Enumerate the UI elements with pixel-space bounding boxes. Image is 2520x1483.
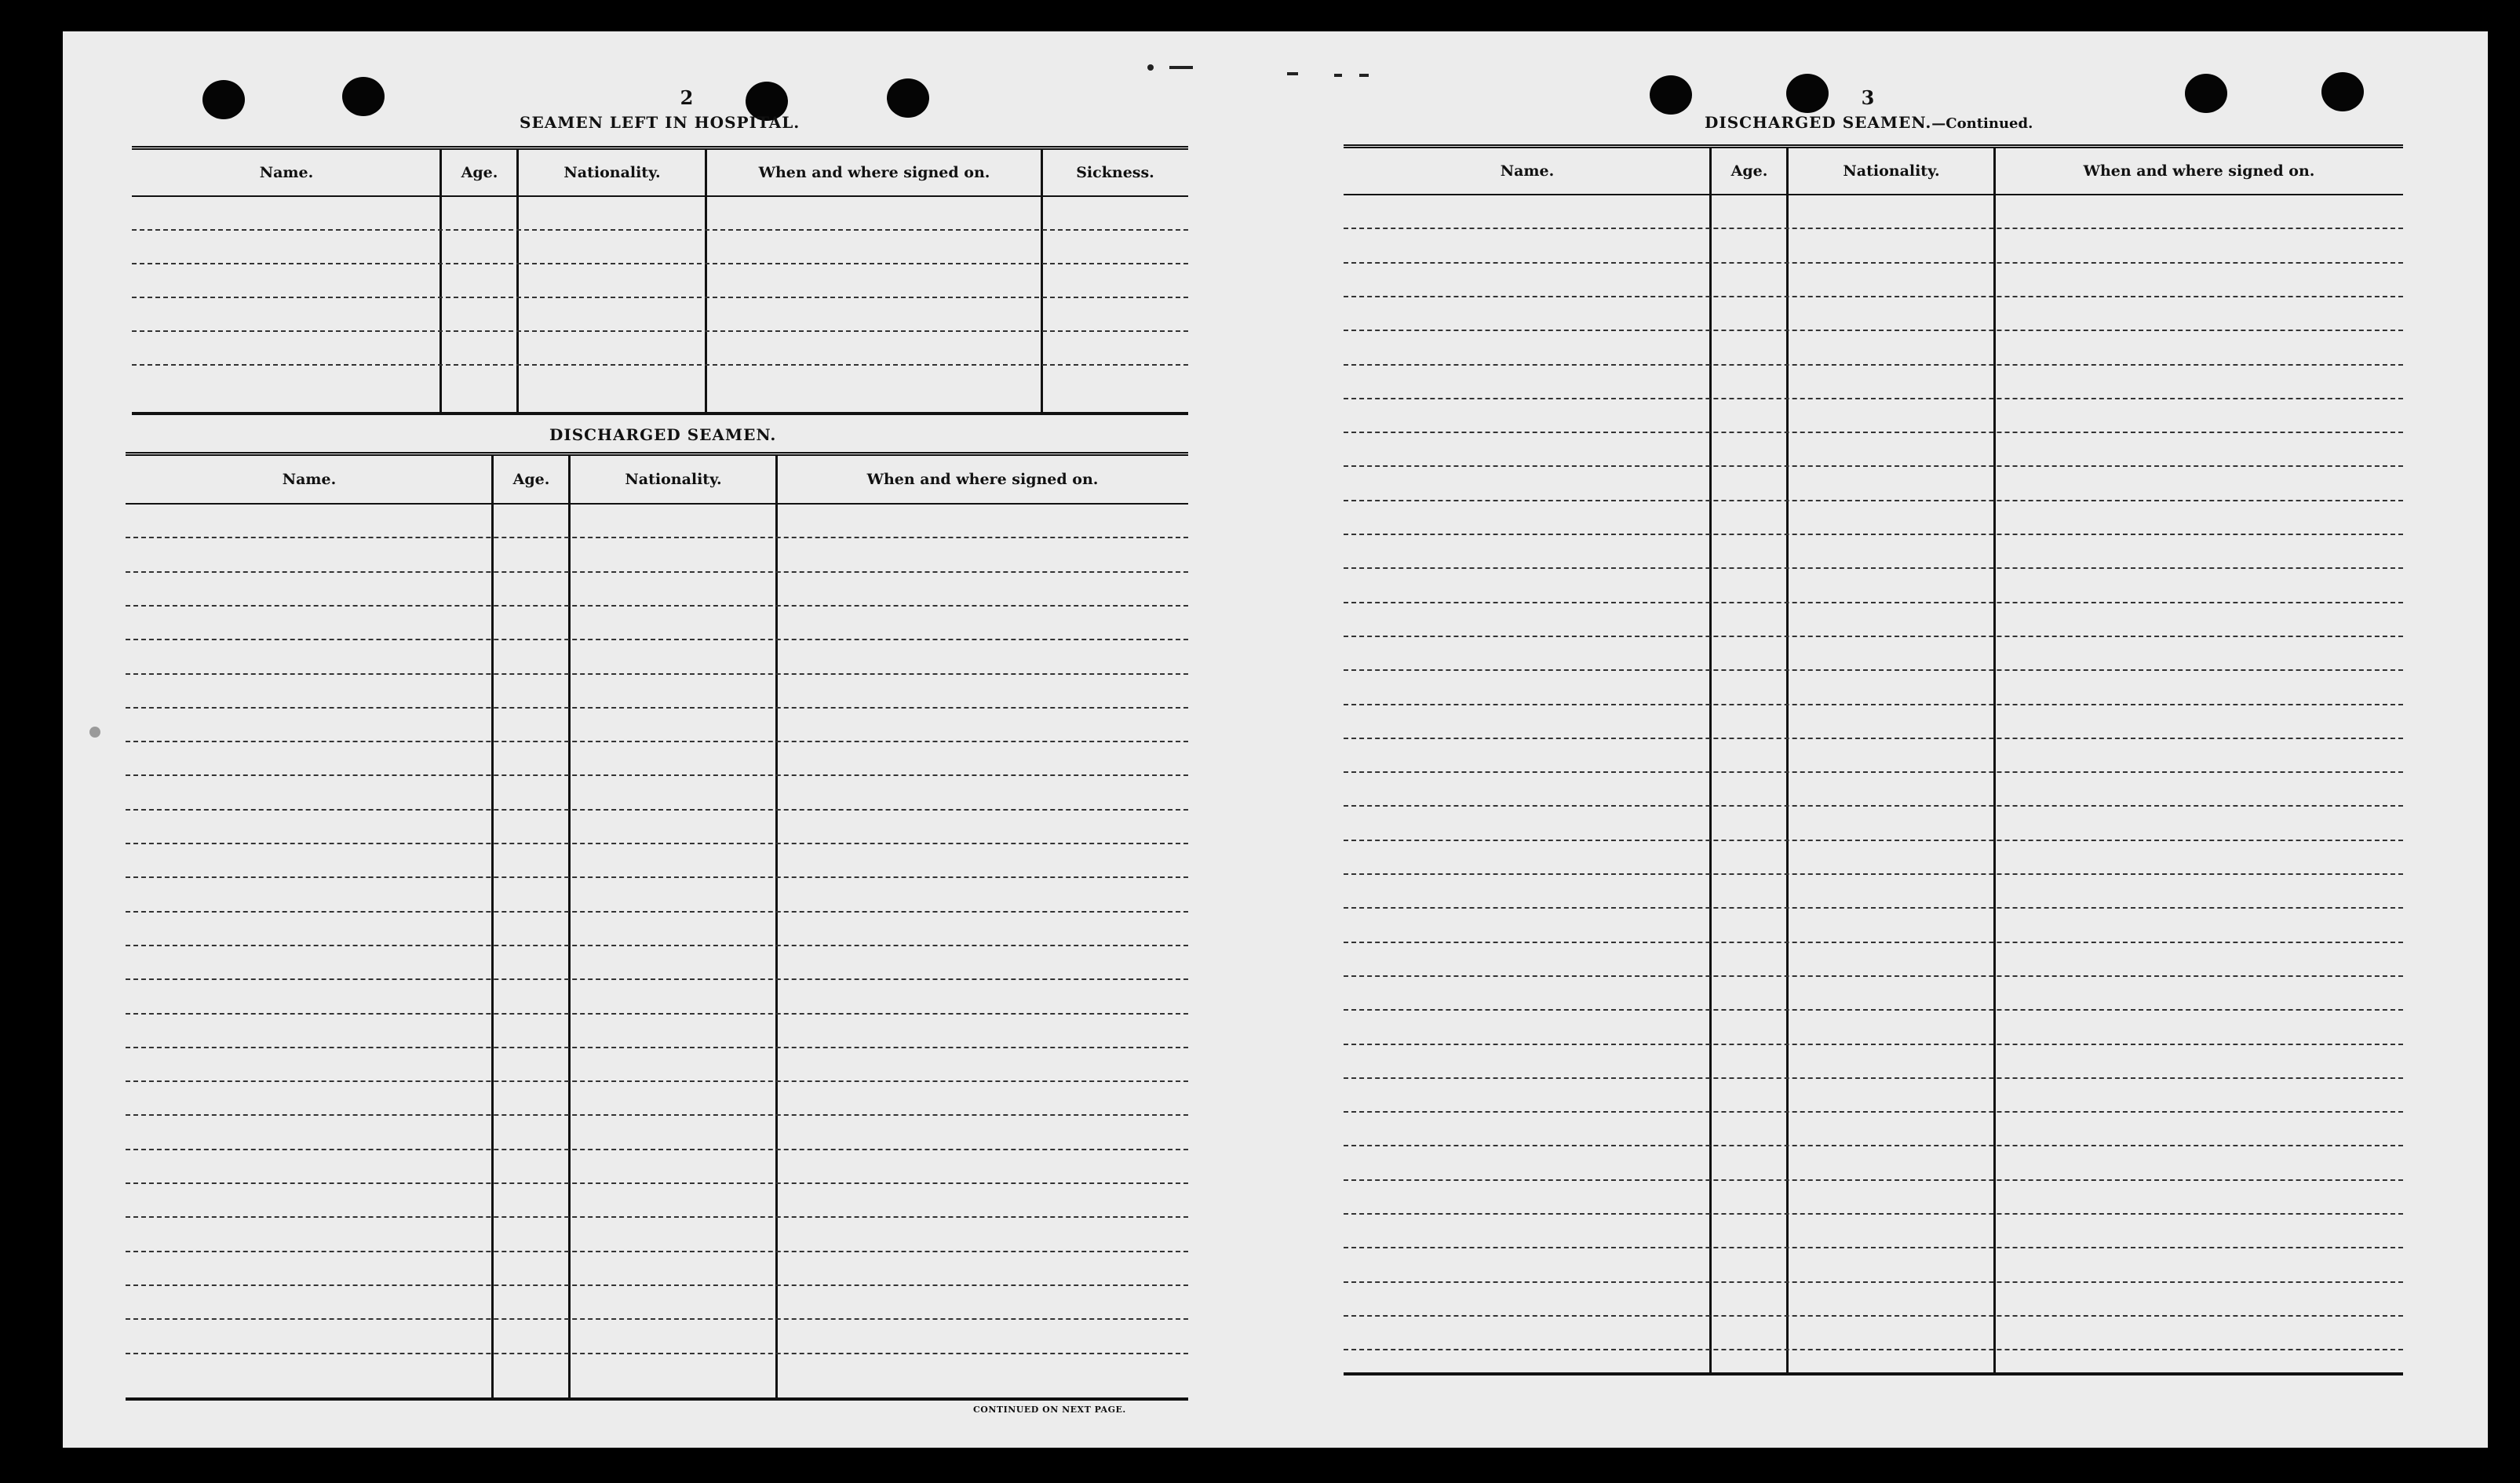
row-rule bbox=[1344, 500, 2403, 501]
hospital-table bbox=[132, 146, 1188, 415]
column-header: Name. bbox=[282, 471, 337, 488]
column-rule bbox=[491, 456, 494, 1397]
row-rule bbox=[1344, 432, 2403, 433]
row-rule bbox=[1344, 873, 2403, 875]
page-number: 2 bbox=[680, 86, 694, 109]
document-sheet bbox=[63, 31, 2488, 1448]
table-header bbox=[1344, 148, 2403, 195]
column-header: Nationality. bbox=[625, 471, 722, 488]
row-rule bbox=[126, 843, 1188, 844]
row-rule bbox=[1344, 1111, 2403, 1113]
row-rule bbox=[1344, 1213, 2403, 1215]
column-rule bbox=[1786, 148, 1789, 1372]
row-rule bbox=[1344, 907, 2403, 909]
row-rule bbox=[1344, 1281, 2403, 1283]
row-rule bbox=[126, 774, 1188, 776]
column-header: Sickness. bbox=[1076, 164, 1154, 181]
row-rule bbox=[126, 707, 1188, 709]
column-rule bbox=[1709, 148, 1712, 1372]
binder-hole bbox=[342, 77, 385, 116]
binder-hole bbox=[2321, 72, 2364, 111]
row-rule bbox=[1344, 636, 2403, 637]
column-header: Age. bbox=[1730, 162, 1768, 180]
row-rule bbox=[126, 1013, 1188, 1015]
row-rule bbox=[1344, 465, 2403, 467]
discharged-continued-table bbox=[1344, 144, 2403, 1376]
binder-hole bbox=[2185, 74, 2227, 113]
row-rule bbox=[126, 1318, 1188, 1320]
row-rule bbox=[1344, 602, 2403, 603]
row-rule bbox=[132, 297, 1188, 298]
row-rule bbox=[1344, 398, 2403, 399]
row-rule bbox=[1344, 1349, 2403, 1350]
ink-mark bbox=[1169, 66, 1193, 69]
row-rule bbox=[132, 330, 1188, 332]
row-rule bbox=[126, 809, 1188, 811]
ink-mark bbox=[1359, 74, 1369, 77]
row-rule bbox=[1344, 1315, 2403, 1317]
row-rule bbox=[1344, 567, 2403, 569]
title-main: DISCHARGED SEAMEN. bbox=[1705, 113, 1932, 132]
row-rule bbox=[1344, 1044, 2403, 1045]
row-rule bbox=[1344, 1179, 2403, 1181]
table-header bbox=[132, 150, 1188, 197]
row-rule bbox=[1344, 330, 2403, 331]
binder-hole bbox=[887, 78, 929, 118]
ink-mark bbox=[1147, 64, 1154, 71]
row-rule bbox=[1344, 1247, 2403, 1248]
row-rule bbox=[126, 605, 1188, 607]
section-title-hospital: SEAMEN LEFT IN HOSPITAL. bbox=[520, 113, 800, 132]
column-header: Age. bbox=[512, 471, 550, 488]
row-rule bbox=[1344, 942, 2403, 943]
row-rule bbox=[1344, 975, 2403, 977]
row-rule bbox=[126, 1284, 1188, 1286]
column-header: Nationality. bbox=[1843, 162, 1940, 180]
row-rule bbox=[1344, 534, 2403, 535]
ink-mark bbox=[1334, 74, 1342, 77]
row-rule bbox=[1344, 840, 2403, 841]
column-rule bbox=[439, 150, 442, 412]
title-sub: —Continued. bbox=[1931, 115, 2033, 132]
column-rule bbox=[516, 150, 519, 412]
row-rule bbox=[126, 673, 1188, 675]
continued-note: CONTINUED ON NEXT PAGE. bbox=[973, 1405, 1126, 1415]
row-rule bbox=[132, 263, 1188, 264]
row-rule bbox=[1344, 1077, 2403, 1079]
row-rule bbox=[126, 1114, 1188, 1116]
row-rule bbox=[126, 1182, 1188, 1184]
binder-hole bbox=[1650, 75, 1692, 115]
row-rule bbox=[1344, 1009, 2403, 1011]
table-header bbox=[126, 456, 1188, 505]
column-header: Age. bbox=[461, 164, 498, 181]
column-rule bbox=[1041, 150, 1043, 412]
row-rule bbox=[1344, 262, 2403, 264]
row-rule bbox=[1344, 805, 2403, 807]
row-rule bbox=[126, 1353, 1188, 1354]
row-rule bbox=[1344, 704, 2403, 705]
binder-hole bbox=[1786, 74, 1829, 113]
row-rule bbox=[132, 229, 1188, 231]
row-rule bbox=[126, 945, 1188, 946]
section-title-discharged-continued bbox=[1705, 113, 2033, 132]
row-rule bbox=[126, 1149, 1188, 1150]
row-rule bbox=[126, 741, 1188, 742]
column-header: When and where signed on. bbox=[758, 164, 990, 181]
column-header: Nationality. bbox=[563, 164, 661, 181]
column-header: When and where signed on. bbox=[2083, 162, 2315, 180]
row-rule bbox=[126, 1080, 1188, 1082]
column-header: When and where signed on. bbox=[866, 471, 1099, 488]
row-rule bbox=[1344, 1145, 2403, 1146]
row-rule bbox=[126, 978, 1188, 980]
row-rule bbox=[126, 911, 1188, 913]
ink-mark bbox=[1287, 72, 1298, 75]
row-rule bbox=[126, 571, 1188, 573]
row-rule bbox=[126, 1251, 1188, 1252]
discharged-table bbox=[126, 452, 1188, 1401]
section-title-discharged: DISCHARGED SEAMEN. bbox=[549, 425, 777, 444]
row-rule bbox=[126, 876, 1188, 878]
row-rule bbox=[1344, 669, 2403, 671]
row-rule bbox=[1344, 296, 2403, 297]
column-rule bbox=[568, 456, 571, 1397]
binding-mark bbox=[89, 727, 100, 738]
row-rule bbox=[1344, 771, 2403, 773]
column-rule bbox=[1993, 148, 1996, 1372]
column-rule bbox=[705, 150, 707, 412]
row-rule bbox=[132, 364, 1188, 366]
binder-hole bbox=[202, 80, 245, 119]
row-rule bbox=[126, 639, 1188, 640]
row-rule bbox=[126, 1216, 1188, 1218]
row-rule bbox=[1344, 364, 2403, 366]
row-rule bbox=[126, 537, 1188, 538]
column-header: Name. bbox=[259, 164, 314, 181]
page-number: 3 bbox=[1861, 86, 1875, 109]
column-rule bbox=[775, 456, 778, 1397]
column-header: Name. bbox=[1500, 162, 1555, 180]
row-rule bbox=[1344, 738, 2403, 739]
row-rule bbox=[1344, 228, 2403, 229]
row-rule bbox=[126, 1047, 1188, 1048]
